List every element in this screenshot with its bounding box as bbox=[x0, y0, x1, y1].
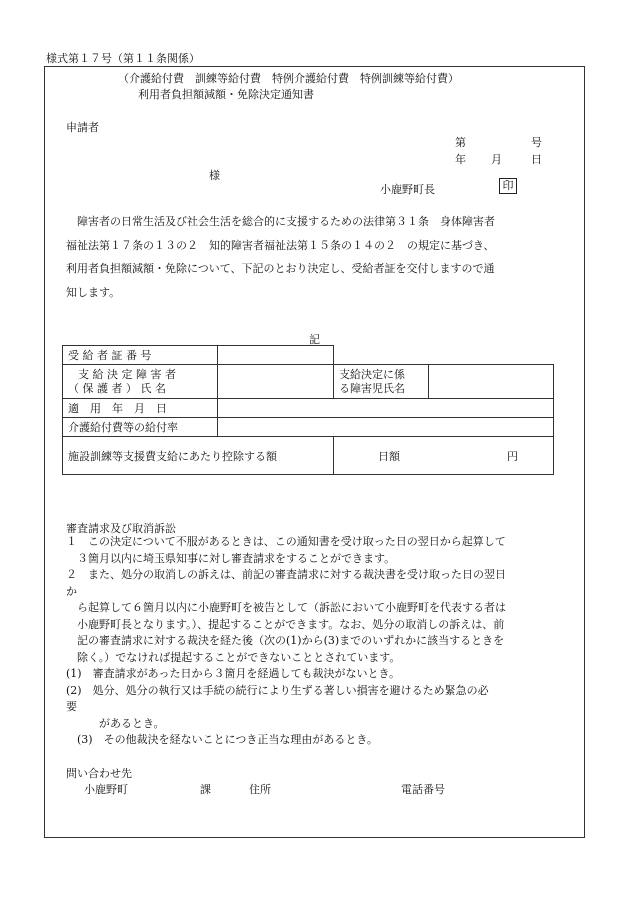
deduction-value bbox=[334, 437, 554, 475]
label-line: 支 給 決 定 障 害 者 bbox=[78, 367, 176, 381]
child-name-label bbox=[334, 365, 429, 399]
date-year: 年 bbox=[455, 153, 466, 166]
disabled-person-name-label bbox=[63, 365, 218, 399]
appeal-line: か bbox=[66, 584, 77, 598]
date-month: 月 bbox=[491, 153, 502, 166]
contact-section: 課 bbox=[200, 783, 211, 796]
recipient-number-value bbox=[218, 346, 334, 365]
contact-address-label: 住所 bbox=[249, 783, 271, 796]
applicant-label: 申請者 bbox=[66, 121, 99, 134]
appeal-line: があるとき。 bbox=[66, 716, 165, 730]
appeal-line: 除く。）でなければ提起することができないこととされています。 bbox=[66, 650, 401, 664]
document-title: 利用者負担額減額・免除決定通知書 bbox=[138, 88, 314, 101]
benefit-rate-value bbox=[218, 418, 554, 437]
appeal-text bbox=[66, 534, 586, 749]
contact-town: 小鹿野町 bbox=[84, 783, 128, 796]
body-line: 福祉法第１７条の１３の２ 知的障害者福祉法第１５条の１４の２ の規定に基づき、 bbox=[66, 238, 495, 252]
honorific: 様 bbox=[209, 169, 220, 182]
label-line: 支給決定に係 bbox=[339, 367, 405, 381]
form-number: 様式第１７号（第１１条関係） bbox=[46, 52, 200, 65]
appeal-line: ２ また、処分の取消しの訴えは、前記の審査請求に対する裁決書を受け取った日の翌日 bbox=[66, 568, 506, 581]
recipient-number-label: 受 給 者 証 番 号 bbox=[63, 346, 218, 365]
body-line: 利用者負担額減額・免除について、下記のとおり決定し、受給者証を交付しますので通 bbox=[66, 262, 495, 276]
number-suffix: 号 bbox=[531, 136, 542, 149]
appeal-line: 小鹿野町長となります。）、提起することができます。なお、処分の取消しの訴えは、前 bbox=[66, 617, 505, 631]
deduction-label: 施設訓練等支援費支給にあたり控除する額 bbox=[63, 437, 334, 475]
appeal-heading: 審査請求及び取消訴訟 bbox=[66, 522, 176, 535]
appeal-line: (2) 処分、処分の執行又は手続の続行により生ずる著しい損害を避けるため緊急の必 bbox=[66, 683, 489, 697]
issuer-mayor: 小鹿野町長 bbox=[380, 183, 435, 196]
body-line: 障害者の日常生活及び社会生活を総合的に支援するための法律第３１条 身体障害者 bbox=[77, 215, 495, 228]
disabled-person-name-value bbox=[218, 365, 334, 399]
yen-unit: 円 bbox=[507, 449, 518, 463]
title-benefit-types: （介護給付費 訓練等給付費 特例介護給付費 特例訓練等給付費） bbox=[118, 72, 459, 85]
decision-table bbox=[62, 345, 554, 475]
application-date-label: 適 用 年 月 日 bbox=[63, 399, 218, 418]
daily-amount-label: 日額 bbox=[378, 449, 400, 463]
application-date-value bbox=[218, 399, 554, 418]
label-line: る障害児氏名 bbox=[339, 381, 405, 395]
benefit-rate-label: 介護給付費等の給付率 bbox=[63, 418, 218, 437]
seal-stamp: 印 bbox=[499, 178, 517, 194]
appeal-line: 記の審査請求に対する裁決を経た後（次の(1)から(3)までのいずれかに該当するときを bbox=[66, 634, 505, 647]
label-line: （ 保 護 者 ） 氏 名 bbox=[68, 381, 166, 395]
number-prefix: 第 bbox=[455, 136, 466, 149]
notice-body bbox=[66, 210, 586, 305]
appeal-line: 要 bbox=[66, 700, 77, 713]
appeal-line: ３箇月以内に埼玉県知事に対し審査請求をすることができます。 bbox=[66, 551, 396, 565]
contact-phone-label: 電話番号 bbox=[401, 783, 445, 796]
child-name-value bbox=[429, 365, 554, 399]
contact-heading: 問い合わせ先 bbox=[66, 767, 132, 780]
ki-heading: 記 bbox=[309, 333, 320, 346]
appeal-line: １ この決定について不服があるときは、この通知書を受け取った日の翌日から起算して bbox=[66, 535, 506, 548]
body-line: 知します。 bbox=[66, 286, 121, 300]
appeal-line: ら起算して６箇月以内に小鹿野町を被告として（訴訟において小鹿野町を代表する者は bbox=[66, 601, 506, 614]
blank-cell bbox=[429, 346, 554, 365]
blank-cell bbox=[334, 346, 429, 365]
appeal-line: (3) その他裁決を経ないことにつき正当な理由があるとき。 bbox=[66, 733, 378, 746]
date-day: 日 bbox=[531, 153, 542, 166]
appeal-line: (1) 審査請求があった日から３箇月を経過しても裁決がないとき。 bbox=[66, 667, 401, 680]
